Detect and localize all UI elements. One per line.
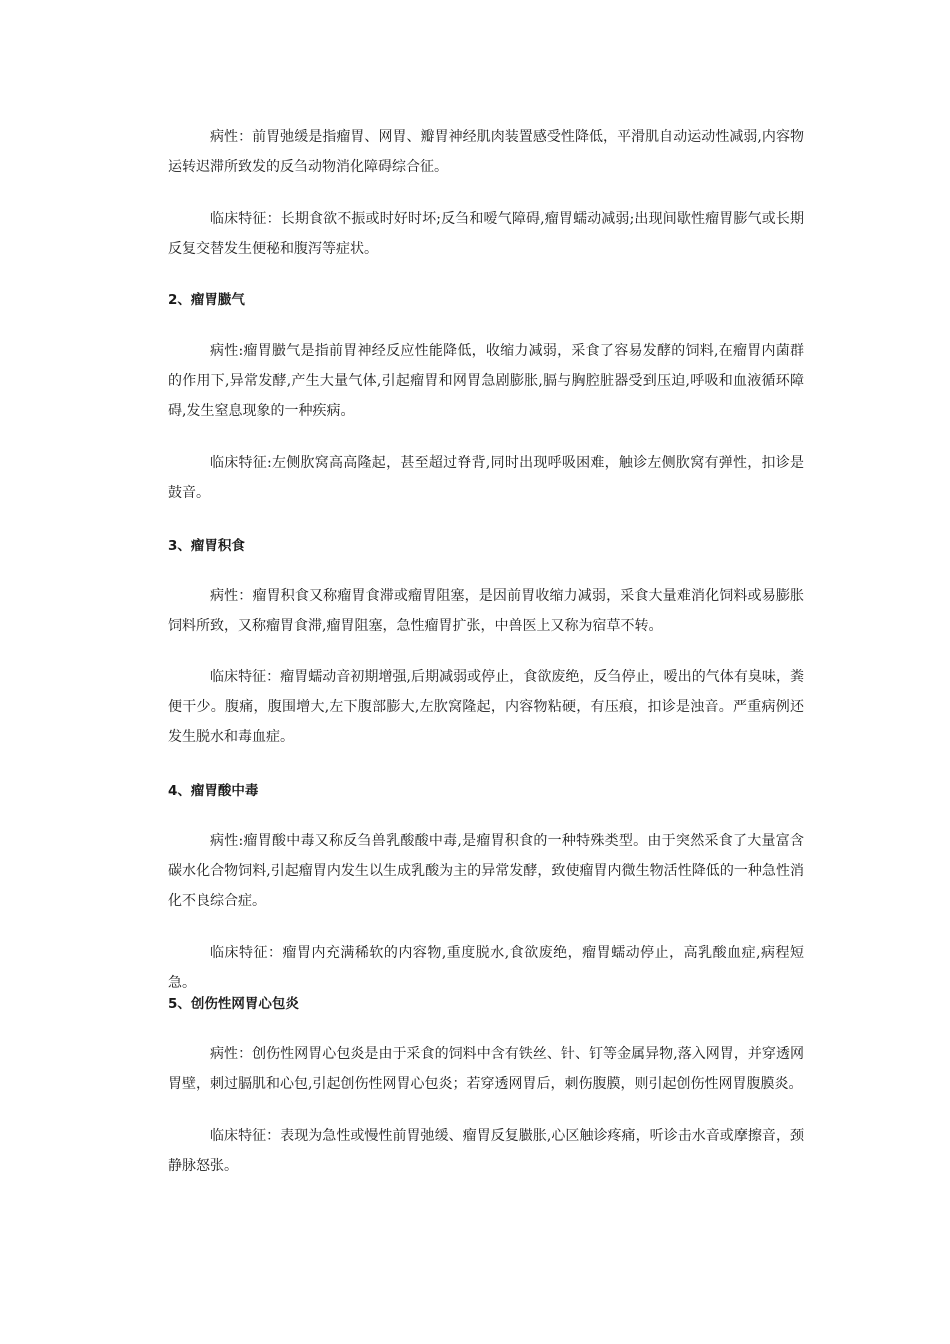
section-4-pathology: 病性:瘤胃酸中毒又称反刍兽乳酸酸中毒,是瘤胃积食的一种特殊类型。由于突然采食了大量富含碳水化合物饲料,引起瘤胃内发生以生成乳酸为主的异常发酵，致使瘤胃内微生物活性降低的一种急性消化不良综合症。 — [168, 833, 804, 909]
section-2-pathology: 病性:瘤胃臌气是指前胃神经反应性能降低，收缩力减弱，采食了容易发酵的饲料,在瘤胃内菌群的作用下,异常发酵,产生大量气体,引起瘤胃和网胃急剧膨胀,膈与胸腔脏器受到压迫,呼吸和血液循环障碍,发生窒息现象的一种疾病。 — [168, 343, 804, 419]
section-4-heading: 4、瘤胃酸中毒 — [168, 783, 259, 799]
section-2-clinical: 临床特征:左侧肷窝高高隆起，甚至超过脊背,同时出现呼吸困难，触诊左侧肷窝有弹性，扣诊是鼓音。 — [168, 455, 804, 501]
section-2-heading: 2、瘤胃臌气 — [168, 292, 245, 308]
section-3-clinical: 临床特征：瘤胃蠕动音初期增强,后期减弱或停止，食欲废绝，反刍停止，嗳出的气体有臭味，粪便干少。腹痛，腹围增大,左下腹部膨大,左肷窝隆起，内容物粘硬，有压痕，扣诊是浊音。严重病例还发生脱水和毒血症。 — [168, 669, 804, 745]
section-1-clinical: 临床特征：长期食欲不振或时好时坏;反刍和嗳气障碍,瘤胃蠕动减弱;出现间歇性瘤胃膨气或长期反复交替发生便秘和腹泻等症状。 — [168, 211, 804, 257]
section-1-pathology: 病性：前胃弛缓是指瘤胃、网胃、瓣胃神经肌肉装置感受性降低，平滑肌自动运动性减弱,内容物运转迟滞所致发的反刍动物消化障碍综合征。 — [168, 129, 804, 175]
section-3-heading: 3、瘤胃积食 — [168, 538, 245, 554]
section-3-pathology: 病性：瘤胃积食又称瘤胃食滞或瘤胃阻塞，是因前胃收缩力减弱，采食大量难消化饲料或易膨胀饲料所致，又称瘤胃食滞,瘤胃阻塞，急性瘤胃扩张，中兽医上又称为宿草不转。 — [168, 588, 804, 634]
section-4-clinical: 临床特征：瘤胃内充满稀软的内容物,重度脱水,食欲废绝，瘤胃蠕动停止，高乳酸血症,病程短急。 — [168, 945, 804, 991]
section-5-pathology: 病性：创伤性网胃心包炎是由于采食的饲料中含有铁丝、针、钉等金属异物,落入网胃，并穿透网胃壁，刺过膈肌和心包,引起创伤性网胃心包炎；若穿透网胃后，刺伤腹膜，则引起创伤性网胃腹膜炎。 — [168, 1046, 804, 1092]
section-5-heading: 5、创伤性网胃心包炎 — [168, 996, 299, 1012]
section-5-clinical: 临床特征：表现为急性或慢性前胃弛缓、瘤胃反复臌胀,心区触诊疼痛，听诊击水音或摩擦音，颈静脉怒张。 — [168, 1128, 804, 1174]
